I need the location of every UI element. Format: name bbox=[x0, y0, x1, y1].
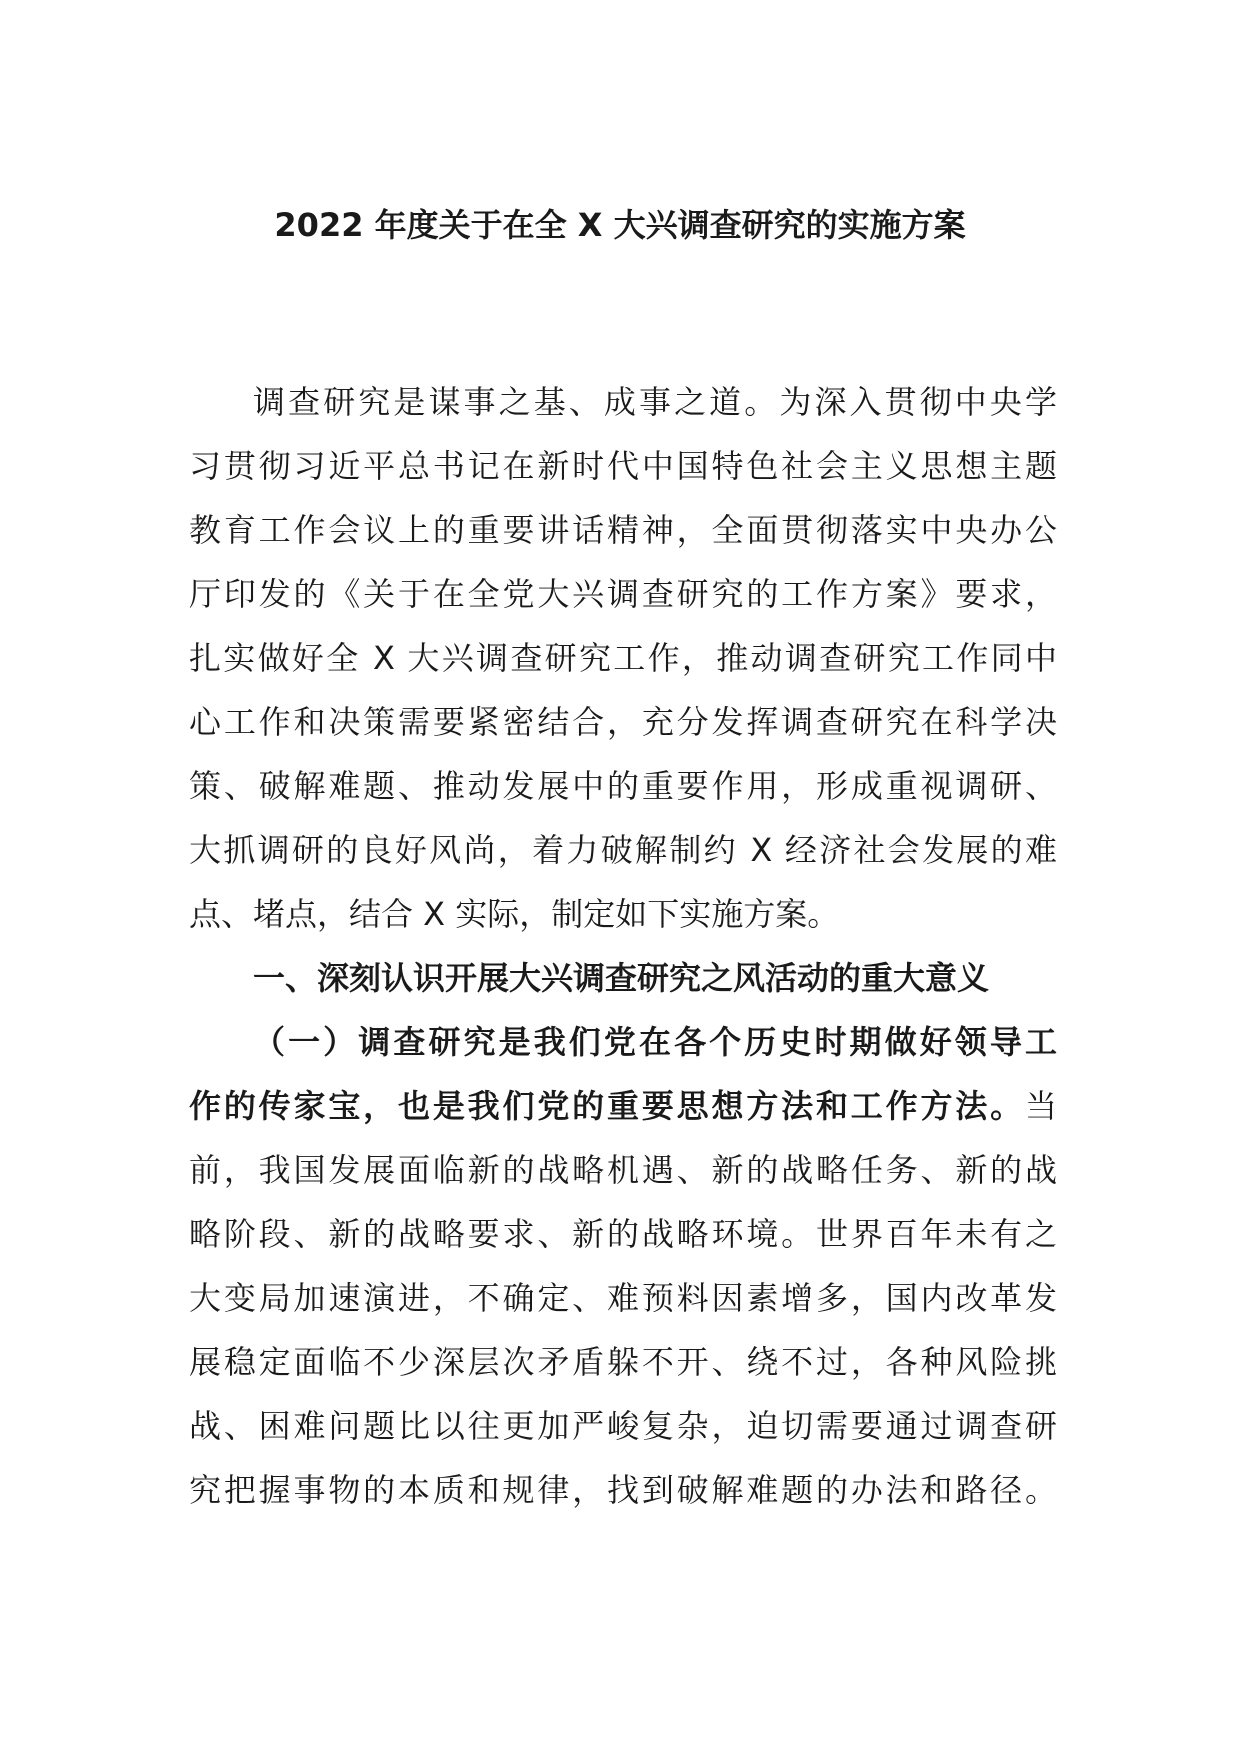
paragraph-line: 调查研究是谋事之基、成事之道。为深入贯彻中央学 bbox=[253, 383, 1057, 421]
paragraph-line: 厅印发的《关于在全党大兴调查研究的工作方案》要求， bbox=[189, 575, 1057, 613]
subsection-heading-tail: 作的传家宝，也是我们党的重要思想方法和工作方法。 bbox=[189, 1087, 1025, 1125]
paragraph-line: 略阶段、新的战略要求、新的战略环境。世界百年未有之 bbox=[189, 1215, 1057, 1253]
paragraph-line: 大抓调研的良好风尚，着力破解制约 X 经济社会发展的难 bbox=[189, 831, 1057, 869]
paragraph-line: 习贯彻习近平总书记在新时代中国特色社会主义思想主题 bbox=[189, 447, 1057, 485]
paragraph-text-start: 当 bbox=[1024, 1087, 1057, 1125]
paragraph-line: 前，我国发展面临新的战略机遇、新的战略任务、新的战 bbox=[189, 1151, 1057, 1189]
document-body bbox=[189, 370, 1057, 1522]
paragraph-line: 点、堵点，结合 X 实际，制定如下实施方案。 bbox=[189, 895, 840, 933]
paragraph-line: 教育工作会议上的重要讲话精神，全面贯彻落实中央办公 bbox=[189, 511, 1057, 549]
paragraph-line: 策、破解难题、推动发展中的重要作用，形成重视调研、 bbox=[189, 767, 1057, 805]
paragraph-line: 心工作和决策需要紧密结合，充分发挥调查研究在科学决 bbox=[189, 703, 1057, 741]
paragraph-line: 大变局加速演进，不确定、难预料因素增多，国内改革发 bbox=[189, 1279, 1057, 1317]
document-title: 2022 年度关于在全 X 大兴调查研究的实施方案 bbox=[274, 206, 966, 244]
subsection-mixed-line bbox=[189, 1074, 1057, 1138]
paragraph-line: 展稳定面临不少深层次矛盾躲不开、绕不过，各种风险挑 bbox=[189, 1343, 1057, 1381]
paragraph-line: 究把握事物的本质和规律，找到破解难题的办法和路径。 bbox=[189, 1471, 1057, 1509]
paragraph-line: 扎实做好全 X 大兴调查研究工作，推动调查研究工作同中 bbox=[189, 639, 1057, 677]
paragraph-line: 战、困难问题比以往更加严峻复杂，迫切需要通过调查研 bbox=[189, 1407, 1057, 1445]
subsection-heading-line: （一）调查研究是我们党在各个历史时期做好领导工 bbox=[253, 1023, 1057, 1061]
section-heading: 一、深刻认识开展大兴调查研究之风活动的重大意义 bbox=[253, 959, 990, 997]
